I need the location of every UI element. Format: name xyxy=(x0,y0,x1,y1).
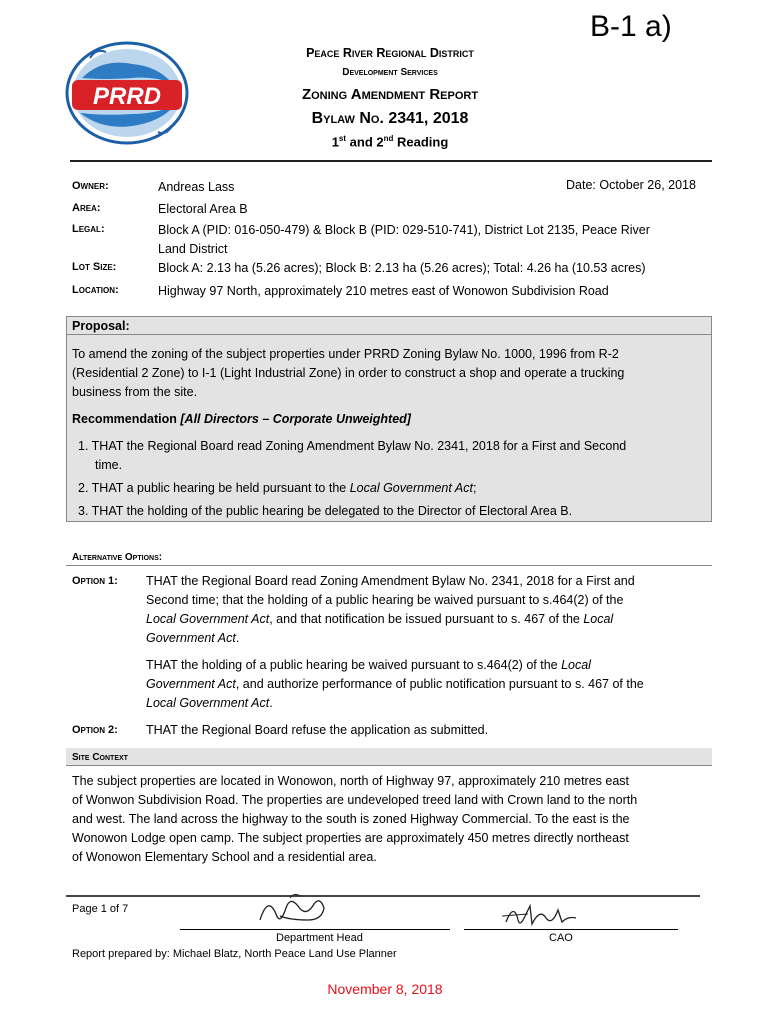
area-value: Electoral Area B xyxy=(158,202,248,216)
recommendation-2-act: Local Government Act xyxy=(349,481,473,495)
proposal-line-2: (Residential 2 Zone) to I-1 (Light Industrial Zone) in order to construct a shop and operate a trucking xyxy=(72,366,625,380)
site-context-text xyxy=(72,772,712,867)
owner-label: Owner: xyxy=(72,180,109,192)
page-corner-label: B-1 a) xyxy=(590,10,672,43)
site-context-heading: Site Context xyxy=(72,752,128,763)
proposal-line-3: business from the site. xyxy=(72,385,198,399)
option-1-act-start: Local xyxy=(583,612,614,626)
owner-value: Andreas Lass xyxy=(158,180,235,194)
option-1b-line1-text: THAT the holding of a public hearing be waived pursuant to s.464(2) of the xyxy=(146,658,562,672)
option-1-line1: THAT the Regional Board read Zoning Amendment Bylaw No. 2341, 2018 for a First and xyxy=(146,574,635,588)
proposal-heading: Proposal: xyxy=(72,319,130,333)
recommendation-1-line1: 1. THAT the Regional Board read Zoning Amendment Bylaw No. 2341, 2018 for a First and Second xyxy=(78,439,627,453)
area-label: Area: xyxy=(72,202,101,214)
reading-first: 1 xyxy=(331,134,339,150)
proposal-heading-divider xyxy=(66,334,712,335)
recommendation-label: Recommendation xyxy=(72,412,177,426)
site-context-line-2: of Wonwon Subdivision Road. The properties are undeveloped treed land with Crown land to the north xyxy=(72,793,638,807)
reading-line xyxy=(190,134,590,149)
prrd-logo-icon xyxy=(62,38,192,148)
option-1b-line3-end: . xyxy=(269,696,273,710)
legal-value-line1: Block A (PID: 016-050-479) & Block B (PID: 029-510-741), District Lot 2135, Peace River xyxy=(158,223,650,237)
logo-text: PRRD xyxy=(92,83,162,110)
recommendation-heading xyxy=(72,410,411,429)
site-context-line-3: and west. The land across the highway to the south is zoned Highway Commercial. To the east is the xyxy=(72,812,630,826)
report-title: Zoning Amendment Report xyxy=(301,86,479,103)
footer-divider xyxy=(66,895,700,897)
option-2-text: THAT the Regional Board refuse the application as submitted. xyxy=(146,723,489,737)
option-1b-act: Local Government Act xyxy=(146,696,270,710)
recommendation-2 xyxy=(78,479,476,498)
recommendation-qualifier: [All Directors – Corporate Unweighted] xyxy=(180,412,411,426)
recommendation-1-line2: time. xyxy=(95,458,123,472)
option-1b-line2-text: , and authorize performance of public notification pursuant to s. 467 of the xyxy=(235,677,644,691)
department-head-signature-line xyxy=(180,929,450,930)
prepared-by: Report prepared by: Michael Blatz, North Peace Land Use Planner xyxy=(72,948,397,960)
header-divider xyxy=(70,160,712,162)
bylaw-title: Bylaw No. 2341, 2018 xyxy=(311,110,469,127)
option-1b-line3 xyxy=(146,694,712,713)
department-name: Development Services xyxy=(342,67,438,78)
site-context-line-4: Wonowon Lodge open camp. The subject properties are approximately 450 metres directly northeast xyxy=(72,831,629,845)
lot-size-label: Lot Size: xyxy=(72,261,117,273)
cao-signature-icon xyxy=(500,896,580,932)
reading-second-suffix: nd xyxy=(383,134,394,143)
option-2-label: Option 2: xyxy=(72,724,118,736)
option-1-line3-text: , and that notification be issued pursuant to s. 467 of the xyxy=(269,612,584,626)
lot-size-value: Block A: 2.13 ha (5.26 acres); Block B: 2.13 ha (5.26 acres); Total: 4.26 ha (10.53 acres) xyxy=(158,261,646,275)
reading-first-suffix: st xyxy=(338,134,347,143)
option-1b-act-end: Government Act xyxy=(146,677,236,691)
alternative-options-heading: Alternative Options: xyxy=(72,552,163,563)
option-1-line2: Second time; that the holding of a public hearing be waived pursuant to s.464(2) of the xyxy=(146,593,624,607)
legal-label: Legal: xyxy=(72,223,105,235)
option-1b-line1 xyxy=(146,656,712,675)
org-name: Peace River Regional District xyxy=(306,46,474,60)
site-context-line-1: The subject properties are located in Wonowon, north of Highway 97, approximately 210 metres east xyxy=(72,774,630,788)
option-1b-line2 xyxy=(146,675,712,694)
recommendation-2-end: ; xyxy=(472,481,477,495)
cao-signature-line xyxy=(464,929,678,930)
location-label: Location: xyxy=(72,284,119,296)
recommendation-2-text: 2. THAT a public hearing be held pursuant to the xyxy=(78,481,350,495)
option-1-line4 xyxy=(146,629,712,648)
report-date: Date: October 26, 2018 xyxy=(566,178,696,192)
site-context-bar xyxy=(66,748,712,766)
option-1-line4-end: . xyxy=(235,631,240,645)
reading-second: and 2 xyxy=(346,134,384,150)
department-head-label: Department Head xyxy=(276,932,363,944)
alternative-options-bar xyxy=(66,548,712,566)
proposal-line-1: To amend the zoning of the subject properties under PRRD Zoning Bylaw No. 1000, 1996 from R-2 xyxy=(72,347,619,361)
date-stamp: November 8, 2018 xyxy=(327,981,443,997)
location-value: Highway 97 North, approximately 210 metres east of Wonowon Subdivision Road xyxy=(158,284,609,298)
site-context-line-5: of Wonowon Elementary School and a residential area. xyxy=(72,850,377,864)
option-1-act: Local Government Act xyxy=(146,612,270,626)
option-1b-act-start: Local xyxy=(561,658,591,672)
option-1-line3 xyxy=(146,610,712,629)
option-1-act-end: Government Act xyxy=(146,631,236,645)
cao-label: CAO xyxy=(549,932,573,944)
department-head-signature-icon xyxy=(250,890,330,932)
option-1-label: Option 1: xyxy=(72,575,118,587)
page-number: Page 1 of 7 xyxy=(72,903,129,915)
recommendation-3: 3. THAT the holding of the public hearing be delegated to the Director of Electoral Area B. xyxy=(78,504,573,518)
legal-value-line2: Land District xyxy=(158,242,228,256)
reading-word: Reading xyxy=(393,134,449,150)
